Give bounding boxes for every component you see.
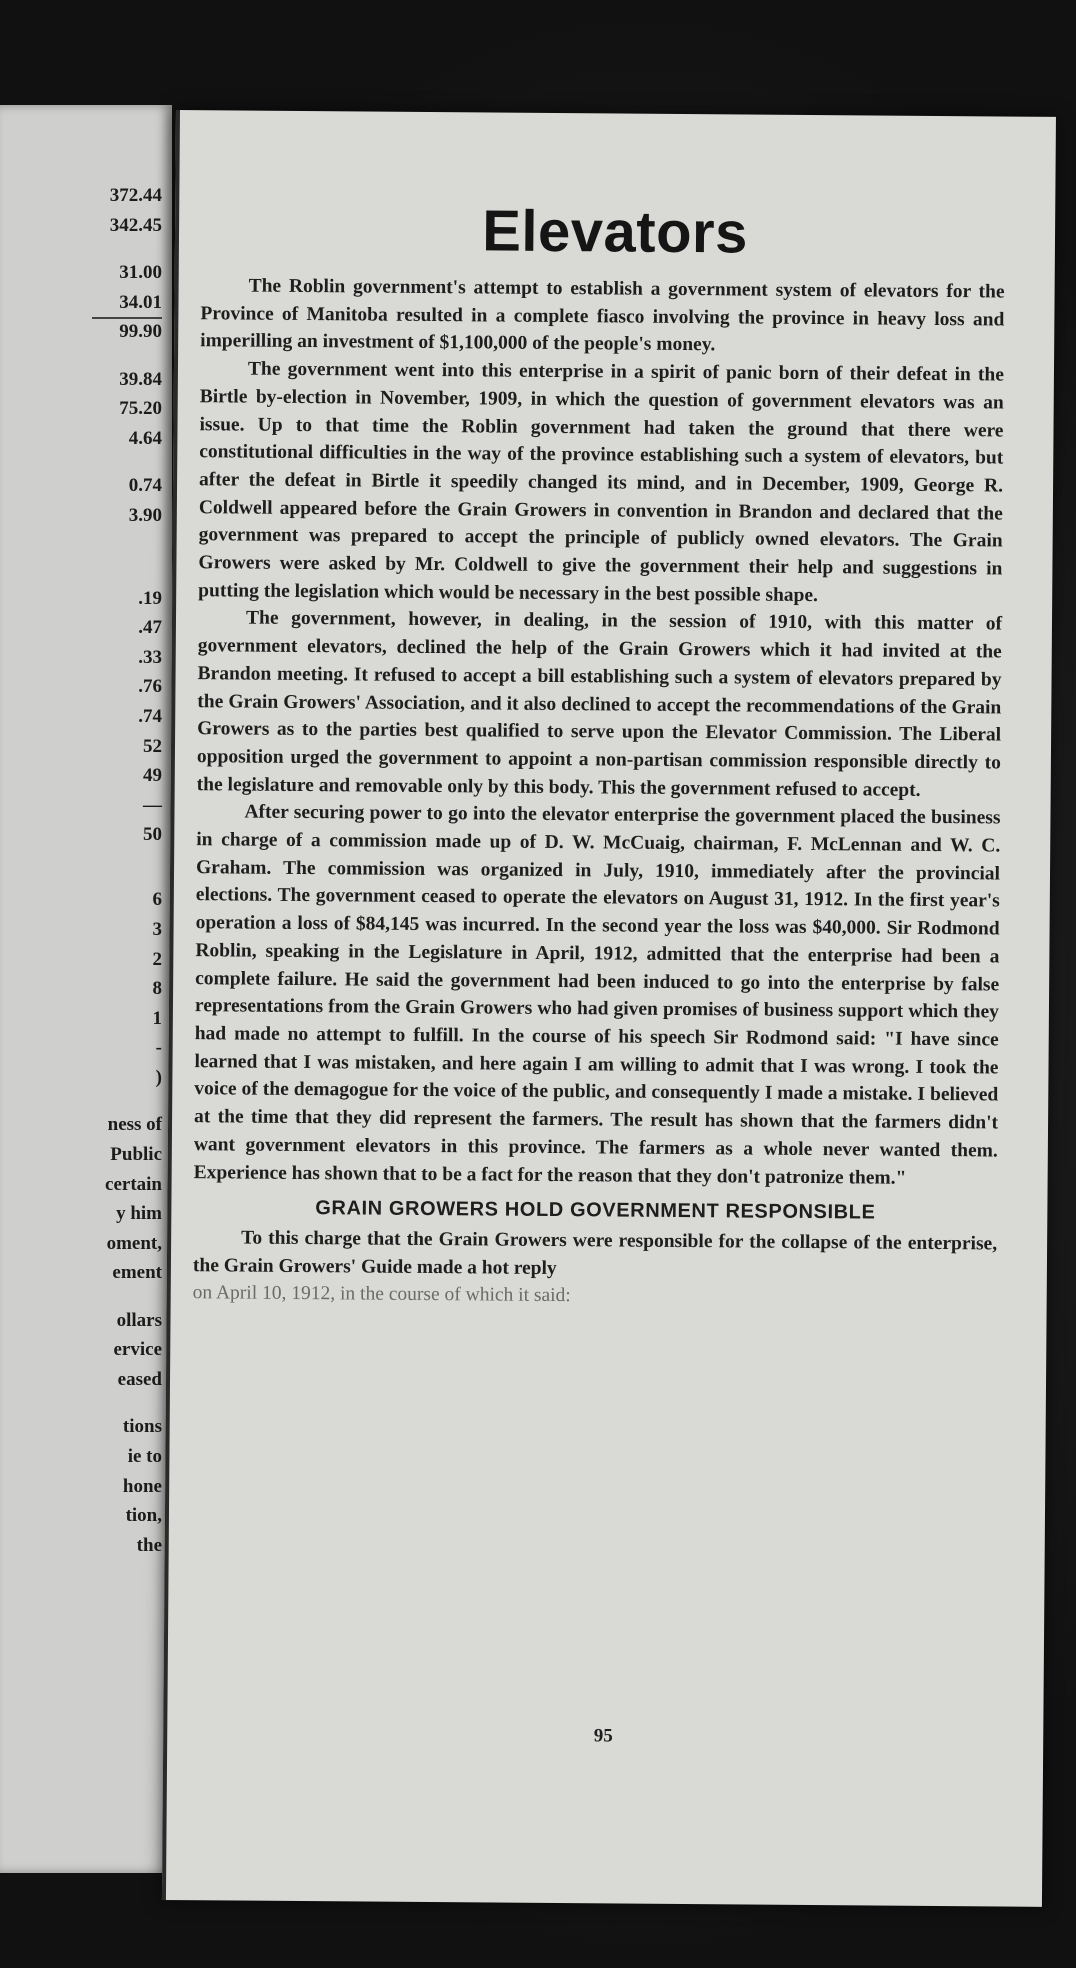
left-page-line: 1	[152, 1007, 162, 1029]
left-page-line: the	[136, 1534, 162, 1556]
left-page-line: hone	[122, 1475, 162, 1497]
left-page-line: Public	[110, 1144, 162, 1166]
left-page-line: ness of	[107, 1114, 162, 1136]
left-page-line: y him	[116, 1203, 162, 1225]
paragraph-4: After securing power to go into the elevator enterprise the government placed the business in charge of a commission made up of D. W. McCuaig, chairman, F. McLennan and W. C. Graham. The commission was organized in July, 1910, immediately after the provincial elections. The government ceased to operate the elevators on August 31, 1912. In the first year's operation a loss of $84,145 was incurred. In the second year the loss was $40,000. Sir Rodmond Roblin, speaking in the Legislature in April, 1912, admitted that the enterprise had been a complete failure. He said the government had been induced to go into the enterprise by false representations from the Grain Growers who had given promises of business support which they had made no attempt to fulfill. In the course of his speech Sir Rodmond said: "I have since learned that I was mistaken, and here again I am willing to admit that I was wrong. I took the voice of the demagogue for the voice of the public, and consequently I made a mistake. I believed at the time that they did represent the farmers. The result has shown that the farmers didn't want government elevators in this province. The farmers as a whole never wanted them. Experience has shown that to be a fact for the reason that they don't patronize them."	[193, 801, 1001, 1189]
left-page-line: 50	[143, 824, 162, 846]
book-page	[162, 110, 1056, 1907]
left-page-line: ie to	[127, 1445, 162, 1467]
left-page-line: .33	[138, 646, 162, 668]
left-page-fragment	[0, 105, 172, 1873]
paragraph-2: The government went into this enterprise in a spirit of panic born of their defeat in the Birtle by-election in November, 1909, in which the question of government elevators was an issue. Up to that time the Roblin government had taken the ground that there were constitutional difficulties in the way of the province establishing such a system of elevators, but after the defeat in Birtle it speedily changed its mind, and in December, 1909, George R. Coldwell appeared before the Grain Growers in convention in Brandon and declared that the government was prepared to accept the principle of publicly owned elevators. The Grain Growers were asked by Mr. Coldwell to give the government their help and suggestions in putting the legislation which would be necessary in the best possible shape.	[198, 358, 1005, 606]
left-page-line: .47	[138, 617, 162, 639]
left-page-line: —	[143, 794, 162, 816]
left-page-line: ollars	[116, 1309, 162, 1331]
section-heading: GRAIN GROWERS HOLD GOVERNMENT RESPONSIBLE	[315, 1197, 876, 1224]
left-page-line: oment,	[106, 1232, 162, 1254]
page-title: Elevators	[481, 198, 749, 266]
left-page-line: 4.64	[128, 427, 162, 449]
left-page-line: 31.00	[119, 261, 162, 283]
left-page-line: ervice	[113, 1339, 162, 1361]
left-page-line: 0.74	[128, 475, 162, 497]
left-page-line: 8	[152, 978, 162, 1000]
left-page-line: 6	[152, 889, 162, 911]
left-page-line: 39.84	[119, 368, 162, 390]
left-page-line: 52	[143, 735, 162, 757]
left-page-line: tions	[122, 1416, 162, 1438]
left-page-line: tion,	[125, 1505, 162, 1527]
left-page-line: ement	[112, 1262, 162, 1284]
closing-last-line: on April 10, 1912, in the course of which it said:	[192, 1282, 571, 1307]
left-page-line: 49	[143, 765, 162, 787]
left-page-line: )	[155, 1067, 162, 1089]
left-page-line: 99.90	[119, 321, 162, 343]
paragraph-3: The government, however, in dealing, in the session of 1910, with this matter of government elevators, declined the help of the Grain Growers which it had invited at the Brandon meeting. It refused to accept a bill establishing such a system of elevators prepared by the Grain Growers' Association, and it also declined to accept the recommendations of the Grain Growers as to the parties best qualified to serve upon the Elevator Commission. The Liberal opposition urged the government to appoint a non-partisan commission responsible directly to the legislature and removable only by this body. This the government refused to accept.	[196, 608, 1003, 801]
left-page-line: .74	[138, 705, 162, 727]
article-body	[193, 272, 1005, 1313]
left-page-line: eased	[117, 1369, 162, 1390]
left-page-line: 3	[152, 919, 162, 941]
left-page-line: .76	[138, 676, 162, 698]
closing-paragraph: To this charge that the Grain Growers were responsible for the collapse of the enterprise, the Grain Growers' Guide made a hot reply	[192, 1227, 998, 1279]
left-page-line: .19	[138, 587, 162, 609]
left-page-line: 372.44	[109, 185, 162, 206]
left-page-line: -	[155, 1037, 162, 1059]
left-page-line: 3.90	[128, 504, 162, 526]
left-page-line: 342.45	[109, 214, 162, 236]
left-page-rule	[92, 317, 162, 319]
left-page-line: 2	[152, 948, 162, 970]
page-number: 95	[593, 1725, 613, 1747]
paragraph-1: The Roblin government's attempt to establish a government system of elevators for the Province of Manitoba resulted in a complete fiasco involving the province in heavy loss and imperilling an investment of $1,100,000 of the people's money.	[200, 275, 1005, 356]
left-page-line: 75.20	[119, 398, 162, 420]
left-page-line: 34.01	[119, 291, 162, 313]
left-page-line: certain	[105, 1173, 162, 1195]
